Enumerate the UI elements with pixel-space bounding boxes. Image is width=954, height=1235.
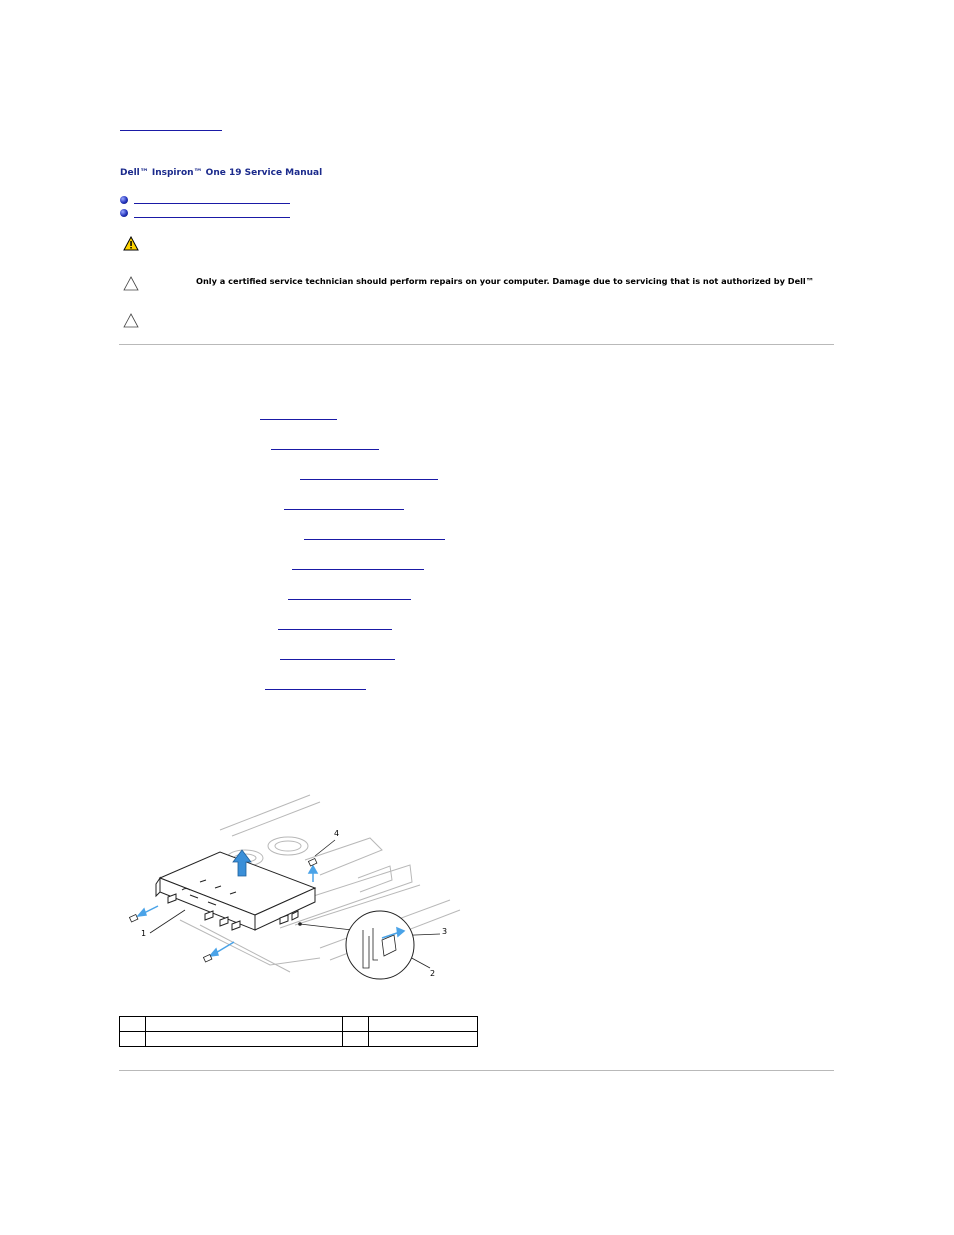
prerequisite-link-7[interactable] bbox=[288, 599, 411, 600]
components-table bbox=[119, 1016, 478, 1047]
back-to-contents-link[interactable] bbox=[120, 130, 222, 131]
prerequisite-link-9[interactable] bbox=[280, 659, 395, 660]
table-cell bbox=[369, 1032, 478, 1047]
table-row bbox=[120, 1032, 478, 1047]
table-row bbox=[120, 1017, 478, 1032]
section-divider bbox=[119, 1070, 834, 1071]
prerequisite-link-10[interactable] bbox=[265, 689, 366, 690]
caution-text: Only a certified service technician should perform repairs on your computer. Damage due to servicing that is not authorized by Dell™ bbox=[196, 276, 814, 286]
table-cell bbox=[120, 1032, 146, 1047]
manual-title: Dell™ Inspiron™ One 19 Service Manual bbox=[120, 168, 323, 178]
prerequisite-link-6[interactable] bbox=[292, 569, 424, 570]
table-cell bbox=[146, 1017, 343, 1032]
callout-2: 2 bbox=[430, 969, 436, 978]
table-cell bbox=[146, 1032, 343, 1047]
toc-bullet-icon bbox=[120, 209, 128, 217]
removal-illustration bbox=[120, 790, 465, 990]
prerequisite-link-2[interactable] bbox=[271, 449, 379, 450]
prerequisite-link-8[interactable] bbox=[278, 629, 392, 630]
warning-icon bbox=[123, 236, 139, 251]
caution-icon bbox=[123, 313, 139, 328]
toc-link-1[interactable] bbox=[134, 203, 290, 204]
table-cell bbox=[120, 1017, 146, 1032]
table-cell bbox=[343, 1017, 369, 1032]
table-cell bbox=[369, 1017, 478, 1032]
toc-bullet-icon bbox=[120, 196, 128, 204]
callout-1: 1 bbox=[141, 929, 147, 938]
callout-4: 4 bbox=[334, 829, 340, 838]
toc-link-2[interactable] bbox=[134, 217, 290, 218]
prerequisite-link-1[interactable] bbox=[260, 419, 337, 420]
prerequisite-link-4[interactable] bbox=[284, 509, 404, 510]
caution-icon bbox=[123, 276, 139, 291]
prerequisite-link-3[interactable] bbox=[300, 479, 438, 480]
table-cell bbox=[343, 1032, 369, 1047]
prerequisite-link-5[interactable] bbox=[304, 539, 445, 540]
callout-3: 3 bbox=[442, 927, 448, 936]
section-divider bbox=[119, 344, 834, 345]
